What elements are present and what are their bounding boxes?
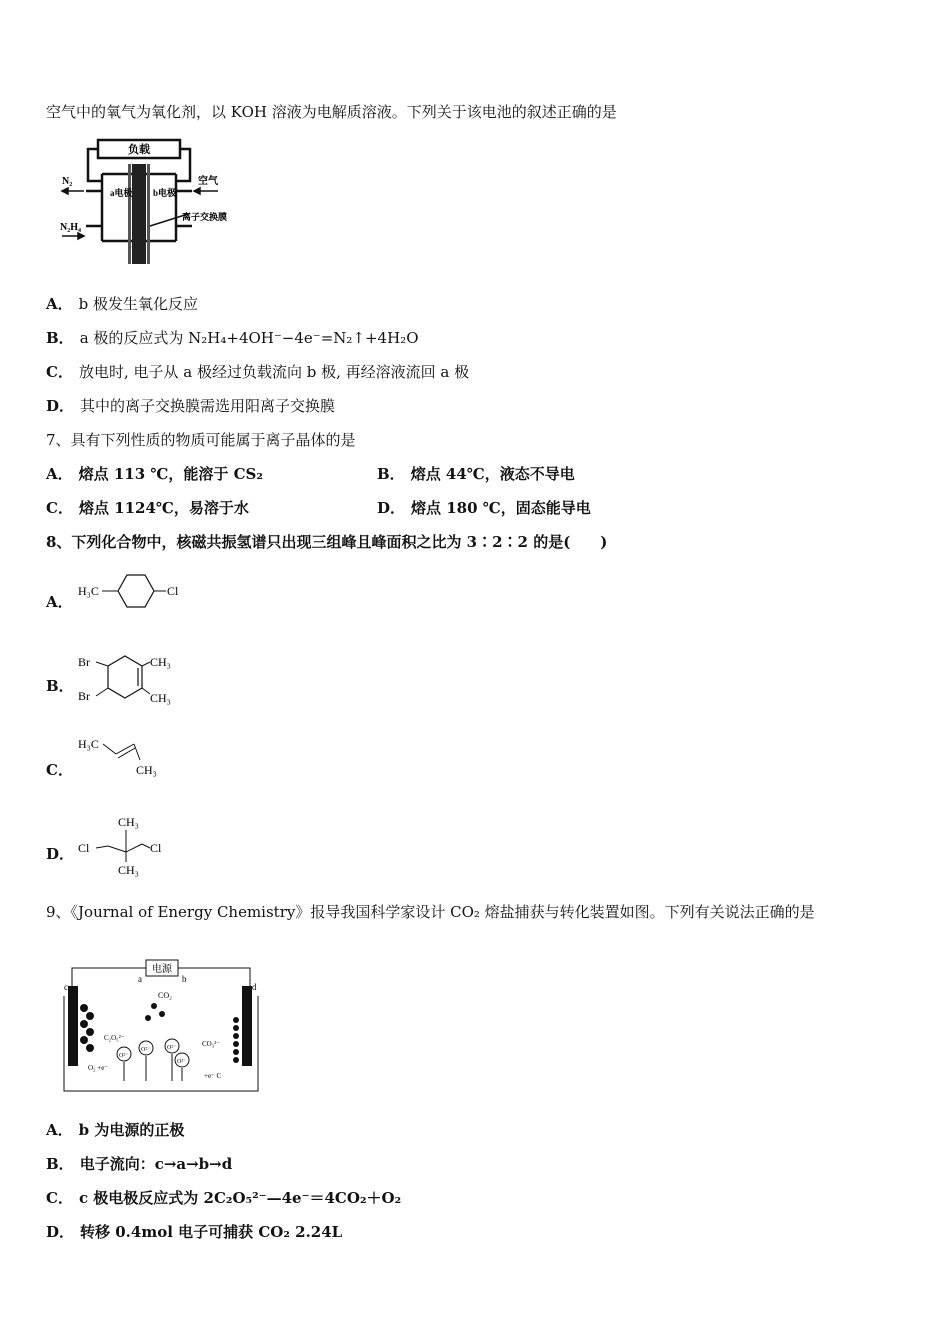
- q7-option-b[interactable]: B． 熔点 44℃，液态不导电: [377, 465, 575, 483]
- q8-option-d[interactable]: D．: [46, 845, 75, 863]
- q7-stem: 7、具有下列性质的物质可能属于离子晶体的是: [46, 431, 356, 449]
- membrane-label: 离子交换膜: [182, 212, 228, 222]
- molecule-c-2-butene: [78, 734, 188, 780]
- q9-option-d[interactable]: D． 转移 0.4mol 电子可捕获 CO₂ 2.24L: [46, 1223, 343, 1241]
- q6-option-a[interactable]: A． b 极发生氧化反应: [46, 295, 199, 313]
- svg-text:O²⁻: O²⁻: [141, 1047, 151, 1053]
- svg-text:Cl: Cl: [150, 841, 162, 855]
- svg-text:O₂ +e⁻: O₂ +e⁻: [88, 1064, 108, 1072]
- co2-capture-device-diagram: [58, 956, 268, 1096]
- svg-text:CH₃: CH₃: [136, 763, 157, 777]
- q6-option-b[interactable]: B． a 极的反应式为 N₂H₄+4OH⁻−4e⁻=N₂↑+4H₂O: [46, 329, 419, 347]
- load-label: 负载: [128, 144, 150, 156]
- svg-text:O²⁻: O²⁻: [119, 1053, 129, 1059]
- svg-text:a: a: [138, 974, 142, 984]
- svg-text:Br: Br: [78, 689, 90, 703]
- svg-text:c: c: [64, 982, 68, 992]
- svg-text:CH₃: CH₃: [118, 863, 139, 877]
- svg-text:H₃C: H₃C: [78, 584, 99, 598]
- q9-option-c[interactable]: C． c 极电极反应式为 2C₂O₅²⁻—4e⁻＝4CO₂＋O₂: [46, 1189, 402, 1207]
- n2-label: N₂: [62, 176, 73, 187]
- svg-text:Cl: Cl: [78, 841, 90, 855]
- q9-stem: 9、《Journal of Energy Chemistry》报导我国科学家设计 CO₂ 熔盐捕获与转化装置如图。下列有关说法正确的是: [46, 903, 815, 921]
- svg-text:O²⁻: O²⁻: [167, 1045, 177, 1051]
- svg-text:+e⁻ C: +e⁻ C: [204, 1072, 222, 1080]
- q9-option-a[interactable]: A． b 为电源的正极: [46, 1121, 185, 1139]
- svg-text:H₃C: H₃C: [78, 737, 99, 751]
- svg-text:CH₃: CH₃: [150, 655, 171, 669]
- svg-text:O²⁻: O²⁻: [177, 1059, 187, 1065]
- svg-text:d: d: [252, 982, 257, 992]
- question-intro: 空气中的氧气为氧化剂，以 KOH 溶液为电解质溶液。下列关于该电池的叙述正确的是: [46, 103, 617, 121]
- svg-text:电源: 电源: [152, 964, 172, 975]
- air-label: 空气: [198, 176, 218, 187]
- svg-text:CO₃²⁻: CO₃²⁻: [202, 1040, 220, 1048]
- svg-text:CH₃: CH₃: [150, 691, 171, 705]
- q6-option-d[interactable]: D． 其中的离子交换膜需选用阳离子交换膜: [46, 397, 336, 415]
- molecule-b-dibromo-dimethylcyclohexadiene: [78, 652, 188, 708]
- q7-option-c[interactable]: C． 熔点 1124℃，易溶于水: [46, 499, 249, 517]
- svg-text:CO₂: CO₂: [158, 991, 172, 1000]
- svg-text:Br: Br: [78, 655, 90, 669]
- n2h4-label: N₂H₄: [60, 222, 81, 233]
- svg-text:C₂O₅²⁻: C₂O₅²⁻: [104, 1034, 125, 1042]
- svg-text:b: b: [182, 974, 187, 984]
- molecule-a-p-chlorotoluene: [78, 570, 188, 610]
- q8-option-a[interactable]: A．: [46, 593, 73, 611]
- svg-text:CH₃: CH₃: [118, 815, 139, 829]
- molecule-d-dichloro-dimethylpropane: [78, 814, 188, 878]
- fuel-cell-diagram: [58, 136, 238, 271]
- b-electrode-label: b电极: [153, 188, 177, 198]
- a-electrode-label: a电极: [110, 188, 133, 198]
- q8-option-c[interactable]: C．: [46, 761, 73, 779]
- q8-stem: 8、下列化合物中，核磁共振氢谱只出现三组峰且峰面积之比为 3∶2∶2 的是( ): [46, 533, 608, 551]
- svg-text:Cl: Cl: [167, 584, 179, 598]
- q7-option-d[interactable]: D． 熔点 180 ℃，固态能导电: [377, 499, 591, 517]
- q7-option-a[interactable]: A． 熔点 113 ℃，能溶于 CS₂: [46, 465, 263, 483]
- q9-option-b[interactable]: B． 电子流向：c→a→b→d: [46, 1155, 233, 1173]
- q6-option-c[interactable]: C． 放电时, 电子从 a 极经过负载流向 b 极, 再经溶液流回 a 极: [46, 363, 470, 381]
- q8-option-b[interactable]: B．: [46, 677, 74, 695]
